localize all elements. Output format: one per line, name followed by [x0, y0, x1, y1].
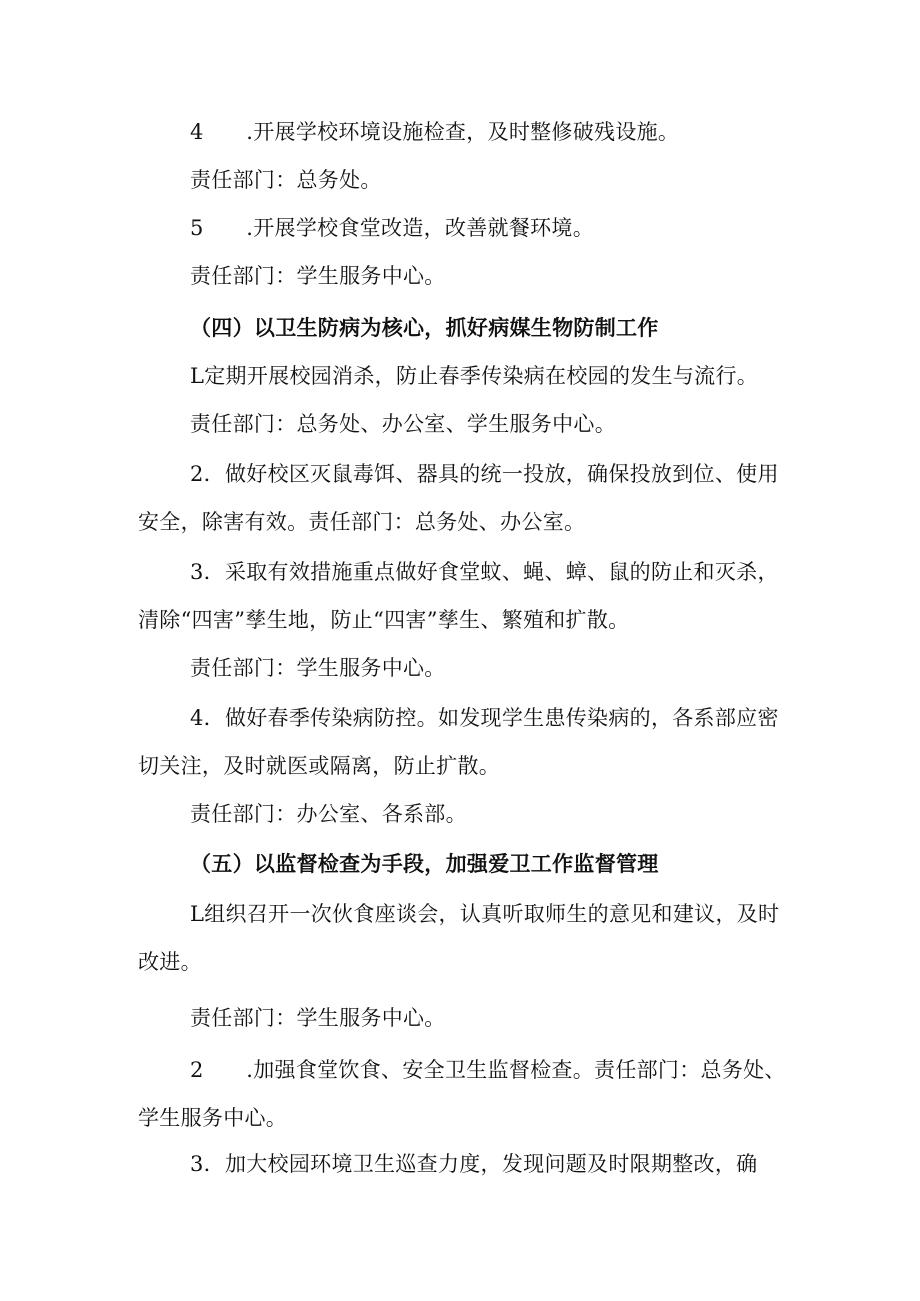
responsibility-general-affairs: 责任部门：总务处。	[190, 168, 382, 192]
responsibility-student-service-2: 责任部门：学生服务中心。	[190, 656, 446, 680]
item-2-canteen-supervision: 2 .加强食堂饮食、安全卫生监督检查。责任部门：总务处、学生服务中心。	[138, 1058, 786, 1130]
item-4-facility-inspection: 4 .开展学校环境设施检查，及时整修破残设施。	[190, 120, 680, 144]
responsibility-student-service: 责任部门：学生服务中心。	[190, 264, 446, 288]
responsibility-office-departments: 责任部门：办公室、各系部。	[190, 802, 467, 826]
item-5-canteen-renovation: 5 .开展学校食堂改造，改善就餐环境。	[190, 216, 595, 240]
item-2-rodent-control: 2．做好校区灭鼠毒饵、器具的统一投放，确保投放到位、使用安全，除害有效。责任部门：总务处、办公室。	[138, 462, 779, 534]
item-3-environment-patrol: 3．加大校园环境卫生巡查力度，发现问题及时限期整改，确	[190, 1152, 758, 1176]
item-3-pest-control: 3．采取有效措施重点做好食堂蚊、蝇、蟑、鼠的防止和灭杀，清除“四害”孳生地，防止“四害”孳生、繁殖和扩散。	[138, 560, 779, 632]
section-heading-four: （四）以卫生防病为核心，抓好病媒生物防制工作	[190, 316, 659, 340]
item-1-meal-forum: L组织召开一次伙食座谈会，认真听取师生的意见和建议，及时改进。	[138, 902, 780, 974]
item-4-infectious-disease: 4．做好春季传染病防控。如发现学生患传染病的，各系部应密切关注，及时就医或隔离，防止扩散。	[138, 706, 779, 778]
responsibility-student-service-3: 责任部门：学生服务中心。	[190, 1006, 446, 1030]
responsibility-multi-dept: 责任部门：总务处、办公室、学生服务中心。	[190, 412, 616, 436]
item-1-campus-disinfection: L定期开展校园消杀，防止春季传染病在校园的发生与流行。	[190, 364, 759, 388]
section-heading-five: （五）以监督检查为手段，加强爱卫工作监督管理	[190, 852, 659, 876]
